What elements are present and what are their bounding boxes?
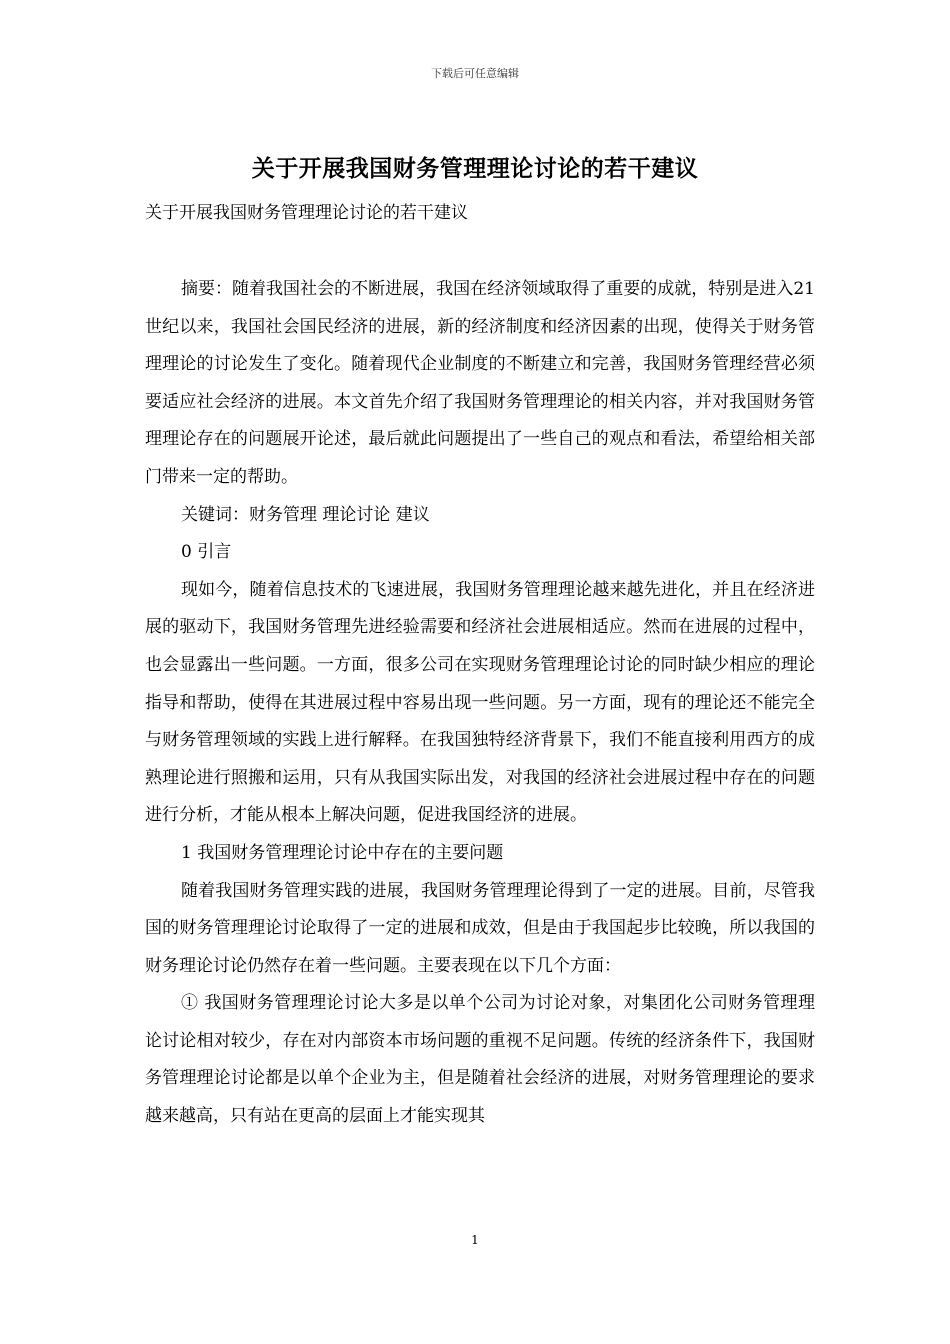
keywords-paragraph: 关键词：财务管理 理论讨论 建议 [181,504,430,525]
document-subtitle: 关于开展我国财务管理理论讨论的若干建议 [145,203,468,223]
document-title: 关于开展我国财务管理理论讨论的若干建议 [251,155,699,182]
intro-paragraph: 现如今，随着信息技术的飞速进展，我国财务管理理论越来越先进化，并且在经济进展的驱动下，我国财务管理先进经验需要和经济社会进展相适应。然而在进展的过程中，也会显露出一些问题。一方面，很多公司在实现财务管理理论讨论的同时缺少相应的理论指导和帮助，使得在其进展过程中容易出现一些问题。另一方面，现有的理论还不能完全与财务管理领域的实践上进行解释。在我国独特经济背景下，我们不能直接利用西方的成熟理论进行照搬和运用，只有从我国实际出发，对我国的经济社会进展过程中存在的问题进行分析，才能从根本上解决问题，促进我国经济的进展。 [145,579,815,826]
abstract-paragraph: 摘要：随着我国社会的不断进展，我国在经济领域取得了重要的成就，特别是进入21世纪以来，我国社会国民经济的进展，新的经济制度和经济因素的出现，使得关于财务管理理论的讨论发生了变化。随着现代企业制度的不断建立和完善，我国财务管理经营必须要适应社会经济的进展。本文首先介绍了我国财务管理理论的相关内容，并对我国财务管理理论存在的问题展开论述，最后就此问题提出了一些自己的观点和看法，希望给相关部门带来一定的帮助。 [145,279,815,487]
section-heading-intro: 0 引言 [181,542,232,563]
page-number: 1 [471,1233,479,1247]
problems-paragraph: 随着我国财务管理实践的进展，我国财务管理理论得到了一定的进展。目前，尽管我国的财务管理理论讨论取得了一定的进展和成效，但是由于我国起步比较晚，所以我国的财务理论讨论仍然存在着一些问题。主要表现在以下几个方面： [145,880,815,976]
section-heading-problems: 1 我国财务管理理论讨论中存在的主要问题 [181,842,504,863]
header-note: 下载后可任意编辑 [431,67,519,80]
document-body [145,271,815,1136]
problem-item-1: ① 我国财务管理理论讨论大多是以单个公司为讨论对象，对集团化公司财务管理理论讨论相对较少，存在对内部资本市场问题的重视不足问题。传统的经济条件下，我国财务管理理论讨论都是以单个企业为主，但是随着社会经济的进展，对财务管理理论的要求越来越高，只有站在更高的层面上才能实现其 [145,993,815,1127]
